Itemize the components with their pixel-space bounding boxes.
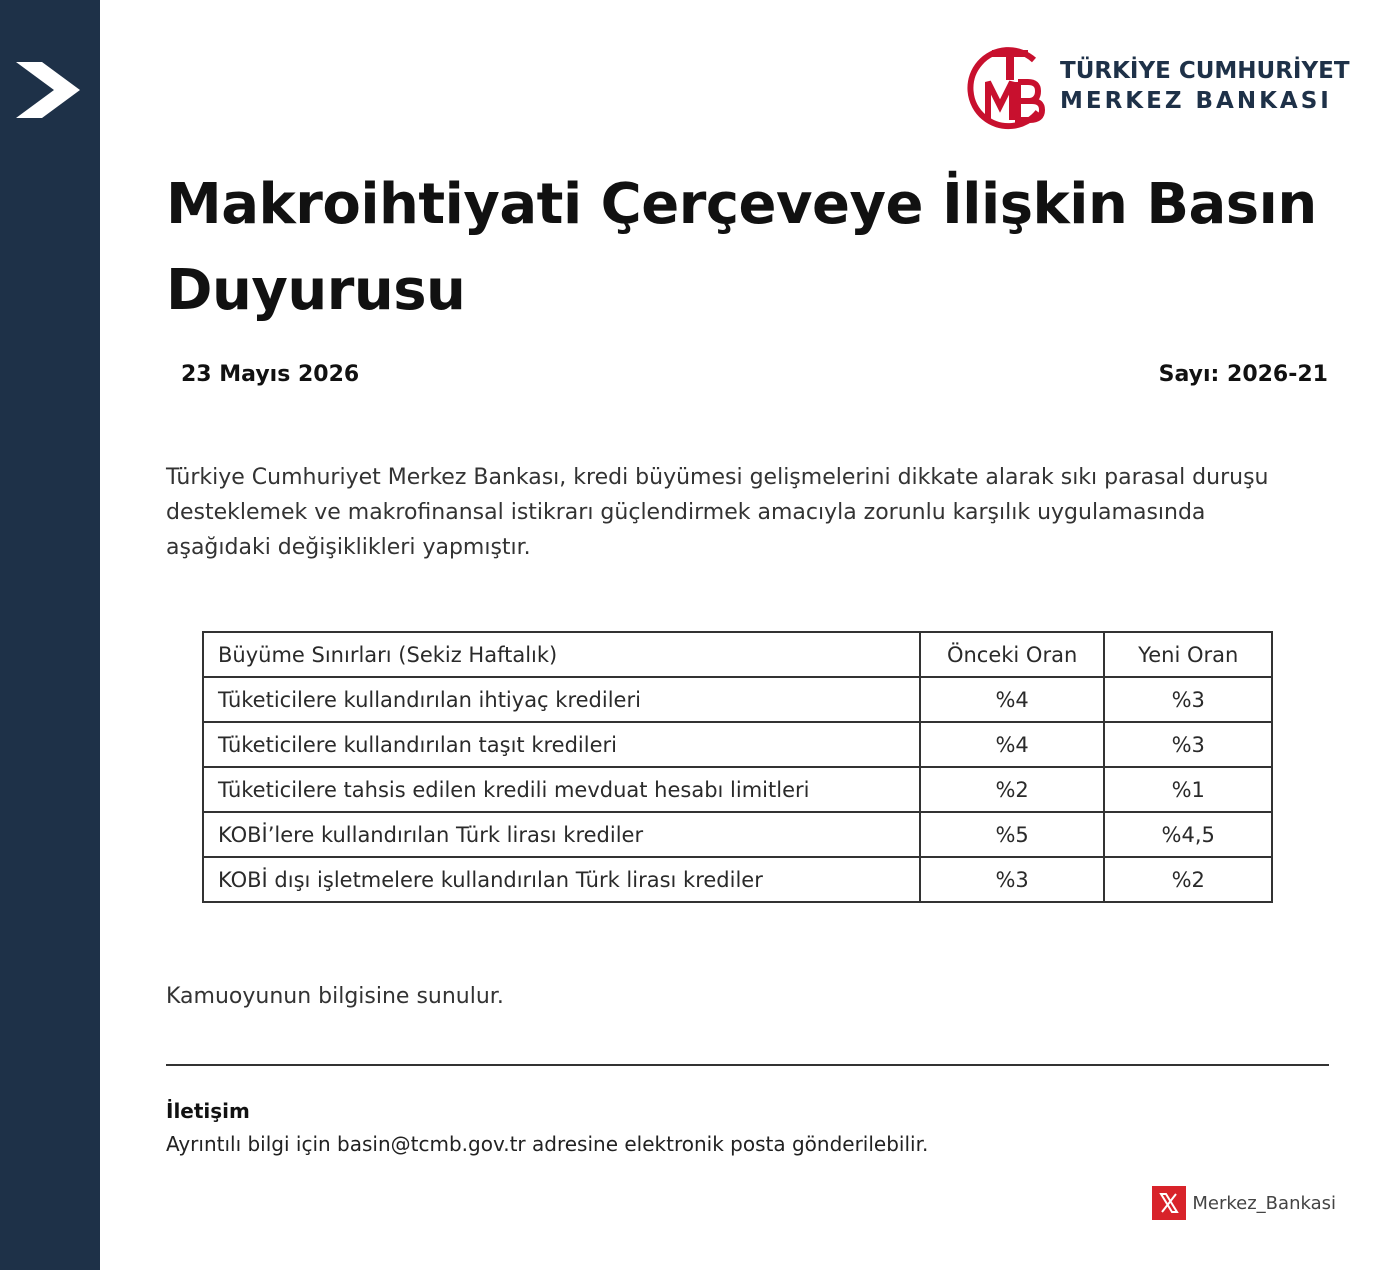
logo-line-2: MERKEZ BANKASI — [1060, 88, 1332, 114]
social-link[interactable] — [1152, 1186, 1336, 1220]
closing-statement: Kamuoyunun bilgisine sunulur. — [166, 984, 504, 1009]
table-cell: Tüketicilere tahsis edilen kredili mevduat hesabı limitleri — [203, 767, 920, 812]
table-cell: %3 — [920, 857, 1105, 902]
table-cell: Tüketicilere kullandırılan ihtiyaç kredileri — [203, 677, 920, 722]
divider — [166, 1064, 1329, 1066]
chevron-right-icon[interactable] — [16, 62, 80, 118]
intro-paragraph: Türkiye Cumhuriyet Merkez Bankası, kredi büyümesi gelişmelerini dikkate alarak sıkı parasal duruşu desteklemek ve makrofinansal istikrarı güçlendirmek amacıyla zorunlu karşılık uygulamasında aşağıdaki değişiklikleri yapmıştır. — [166, 465, 1269, 560]
social-handle[interactable]: Merkez_Bankasi — [1192, 1192, 1336, 1214]
table-header-row — [203, 632, 1272, 677]
table-cell: %1 — [1104, 767, 1272, 812]
table-cell: %2 — [1104, 857, 1272, 902]
table-cell: %5 — [920, 812, 1105, 857]
table-cell: %4 — [920, 677, 1105, 722]
table-row — [203, 677, 1272, 722]
logo-line-1: TÜRKİYE CUMHURİYET — [1060, 58, 1350, 84]
tcmb-logo-mark — [964, 44, 1050, 130]
table-cell: %3 — [1104, 677, 1272, 722]
announcement-number: Sayı: 2026-21 — [1158, 362, 1328, 387]
table-cell: KOBİ dışı işletmelere kullandırılan Türk lirası krediler — [203, 857, 920, 902]
table-cell: %3 — [1104, 722, 1272, 767]
contact-text: Ayrıntılı bilgi için basin@tcmb.gov.tr adresine elektronik posta gönderilebilir. — [166, 1132, 929, 1156]
announcement-date: 23 Mayıs 2026 — [181, 362, 360, 387]
table-row — [203, 857, 1272, 902]
logo-text — [1060, 56, 1350, 116]
table-header-cell: Önceki Oran — [920, 632, 1105, 677]
table-cell: %4,5 — [1104, 812, 1272, 857]
page-title: Makroihtiyati Çerçeveye İlişkin Basın Duyurusu — [166, 172, 1317, 323]
table-cell: Tüketicilere kullandırılan taşıt kredileri — [203, 722, 920, 767]
x-logo-icon[interactable] — [1152, 1186, 1186, 1220]
growth-limits-table — [202, 631, 1273, 903]
table-header-cell: Yeni Oran — [1104, 632, 1272, 677]
table-header-cell: Büyüme Sınırları (Sekiz Haftalık) — [203, 632, 920, 677]
table-row — [203, 767, 1272, 812]
table-cell: %2 — [920, 767, 1105, 812]
table-cell: KOBİ’lere kullandırılan Türk lirası krediler — [203, 812, 920, 857]
tcmb-logo — [964, 44, 1350, 130]
contact-heading: İletişim — [166, 1099, 250, 1123]
table-cell: %4 — [920, 722, 1105, 767]
table-row — [203, 722, 1272, 767]
table-row — [203, 812, 1272, 857]
sidebar — [0, 0, 100, 1270]
